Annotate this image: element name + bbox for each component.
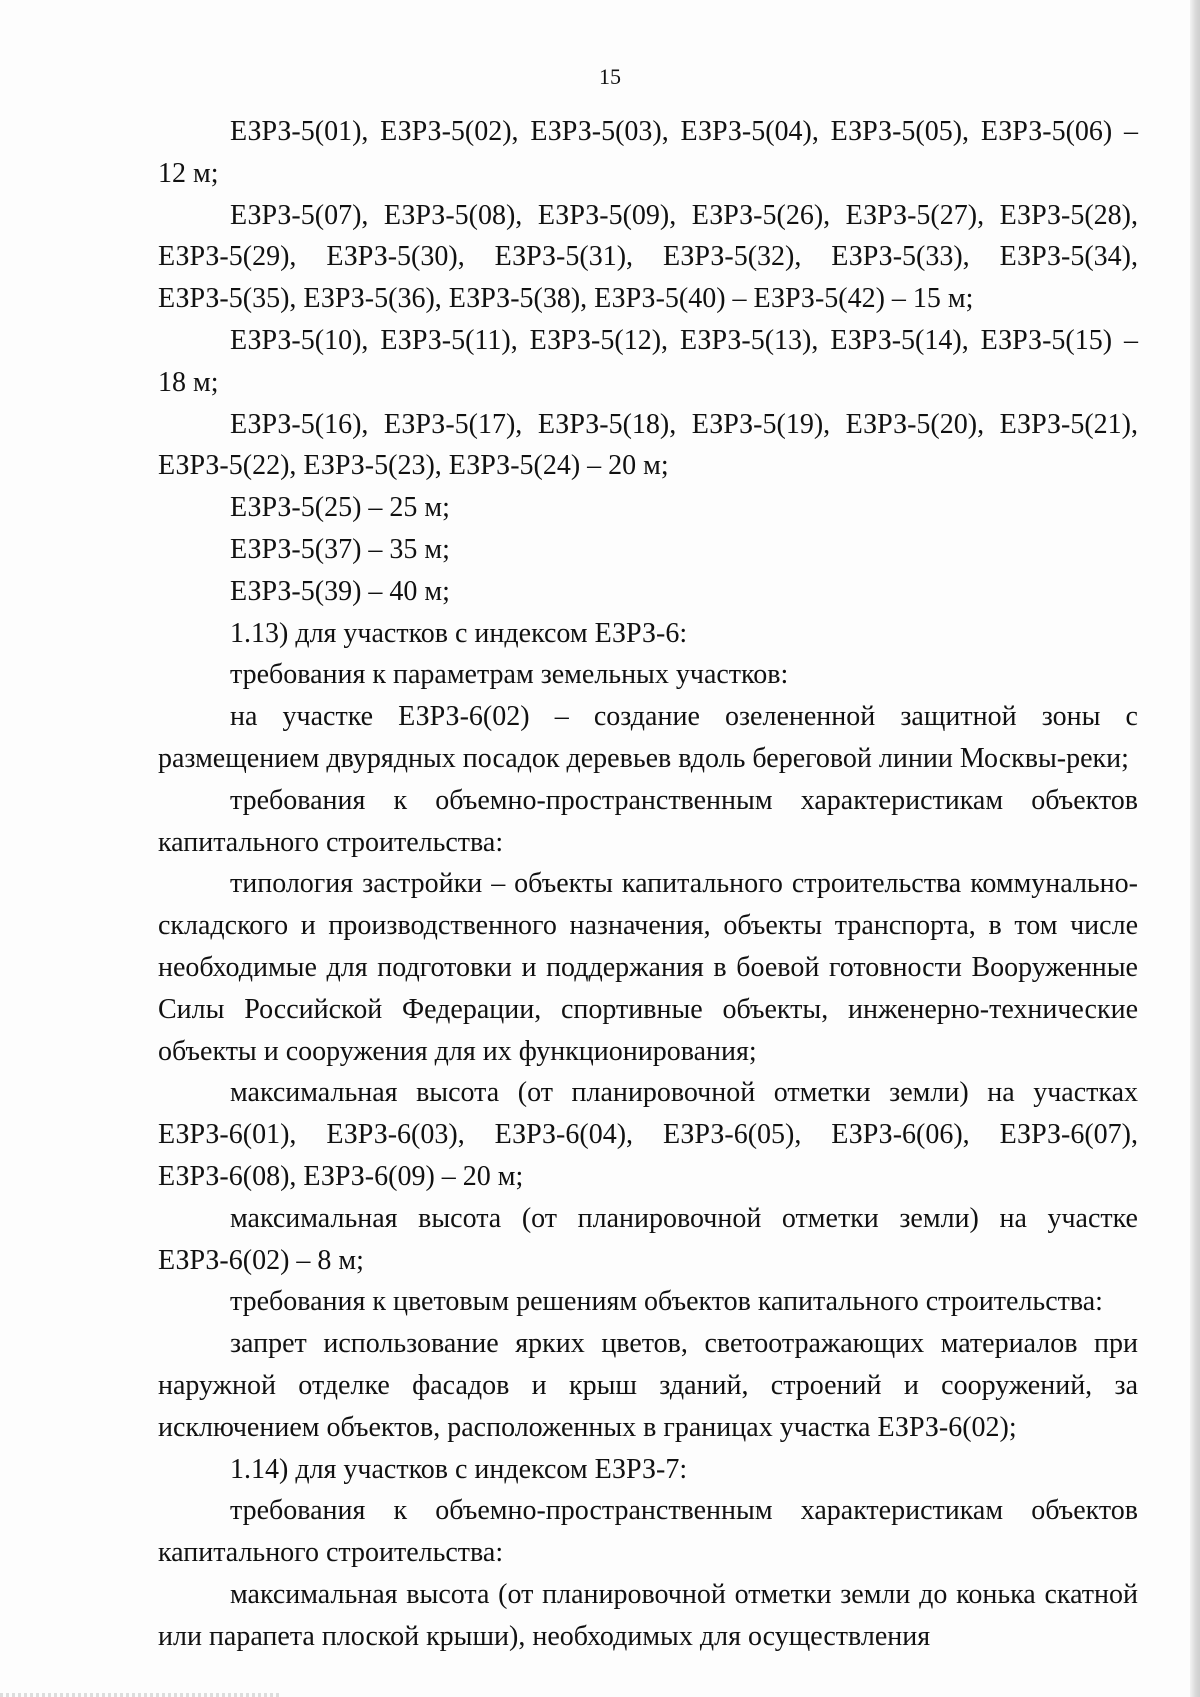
paragraph-green-zone: на участке ЕЗРЗ-6(02) – создание озелененной защитной зоны с размещением двурядных посадок деревьев вдоль береговой линии Москвы-реки; [158, 701, 1138, 774]
paragraph-volume-requirements: требования к объемно-пространственным характеристикам объектов капитального строительства: [158, 784, 1138, 858]
paragraph-color-ban: запрет использование ярких цветов, светоотражающих материалов при наружной отделке фасадов и крыш зданий, строений и сооружений, за исключением объектов, расположенных в границах участка ЕЗРЗ-6(02); [158, 1328, 1138, 1443]
paragraph-land-requirements: требования к параметрам земельных участков: [230, 659, 789, 691]
paragraph-ezrz5-18m: ЕЗРЗ-5(10), ЕЗРЗ-5(11), ЕЗРЗ-5(12), ЕЗРЗ-5(13), ЕЗРЗ-5(14), ЕЗРЗ-5(15) – 18 м; [158, 324, 1138, 398]
section-heading-1-13: 1.13) для участков с индексом ЕЗРЗ-6: [230, 617, 688, 649]
page-number: 15 [599, 64, 621, 89]
scan-edge-bottom-noise [0, 1693, 280, 1697]
section-heading-1-14: 1.14) для участков с индексом ЕЗРЗ-7: [230, 1453, 688, 1485]
paragraph-ezrz5-12m: ЕЗРЗ-5(01), ЕЗРЗ-5(02), ЕЗРЗ-5(03), ЕЗРЗ-5(04), ЕЗРЗ-5(05), ЕЗРЗ-5(06) – 12 м; [158, 116, 1138, 189]
document-body [158, 111, 1138, 1657]
paragraph-color-requirements: требования к цветовым решениям объектов капитального строительства: [230, 1286, 1103, 1318]
paragraph-max-height-roof: максимальная высота (от планировочной отметки земли до конька скатной или парапета плоской крыши), необходимых для осуществления [158, 1578, 1138, 1652]
paragraph-ezrz5-15m: ЕЗРЗ-5(07), ЕЗРЗ-5(08), ЕЗРЗ-5(09), ЕЗРЗ-5(26), ЕЗРЗ-5(27), ЕЗРЗ-5(28), ЕЗРЗ-5(29), ЕЗРЗ-5(30), ЕЗРЗ-5(31), ЕЗРЗ-5(32), ЕЗРЗ-5(33), ЕЗРЗ-5(34), ЕЗРЗ-5(35), ЕЗРЗ-5(36), ЕЗРЗ-5(38), ЕЗРЗ-5(40) – ЕЗРЗ-5(42) – 15 м; [158, 199, 1138, 315]
paragraph-volume-requirements-7: требования к объемно-пространственным характеристикам объектов капитального строительства: [158, 1495, 1138, 1569]
scan-edge-shadow [1190, 0, 1200, 1697]
paragraph-max-height-20m: максимальная высота (от планировочной отметки земли) на участках ЕЗРЗ-6(01), ЕЗРЗ-6(03), ЕЗРЗ-6(04), ЕЗРЗ-6(05), ЕЗРЗ-6(06), ЕЗРЗ-6(07), ЕЗРЗ-6(08), ЕЗРЗ-6(09) – 20 м; [158, 1077, 1138, 1192]
paragraph-max-height-8m: максимальная высота (от планировочной отметки земли) на участке ЕЗРЗ-6(02) – 8 м; [158, 1202, 1138, 1276]
paragraph-ezrz5-25m: ЕЗРЗ-5(25) – 25 м; [230, 492, 450, 524]
paragraph-ezrz5-40m: ЕЗРЗ-5(39) – 40 м; [230, 575, 450, 607]
paragraph-building-typology: типология застройки – объекты капитального строительства коммунально-складского и производственного назначения, объекты транспорта, в том числе необходимые для подготовки и поддержания в боевой готовности Вооруженные Силы Российской Федерации, спортивные объекты, инженерно-технические объекты и сооружения для их функционирования; [158, 868, 1138, 1067]
paragraph-ezrz5-20m: ЕЗРЗ-5(16), ЕЗРЗ-5(17), ЕЗРЗ-5(18), ЕЗРЗ-5(19), ЕЗРЗ-5(20), ЕЗРЗ-5(21), ЕЗРЗ-5(22), ЕЗРЗ-5(23), ЕЗРЗ-5(24) – 20 м; [158, 408, 1138, 482]
paragraph-ezrz5-35m: ЕЗРЗ-5(37) – 35 м; [230, 533, 450, 565]
